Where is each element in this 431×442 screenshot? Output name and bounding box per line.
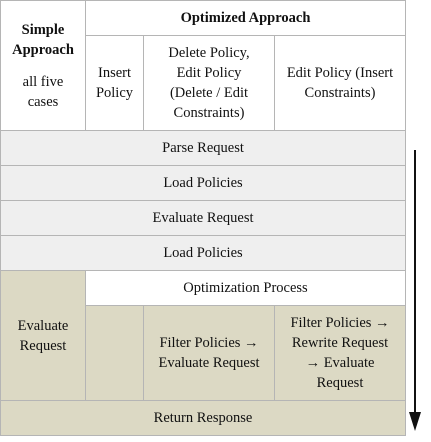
step-evaluate-request: Evaluate Request [0, 201, 406, 236]
optimization-process: Optimization Process [86, 271, 406, 306]
optimized-approach-header: Optimized Approach [86, 0, 406, 36]
simple-approach-title: Simple Approach [12, 21, 74, 58]
column-edit-insert-constraints: Edit Policy (Insert Constraints) [275, 36, 406, 131]
filter-rewrite-evaluate-request: Filter Policies → Rewrite Request → Evaluate Request [275, 306, 406, 401]
step-load-policies-second: Load Policies [0, 236, 406, 271]
step-load-policies: Load Policies [0, 166, 406, 201]
simple-approach-header [0, 0, 86, 131]
column-insert-policy: Insert Policy [86, 36, 144, 131]
simple-evaluate-request: Evaluate Request [0, 271, 86, 401]
arrow-head [409, 412, 421, 431]
step-return-response: Return Response [0, 401, 406, 436]
filter-evaluate-request: Filter Policies → Evaluate Request [144, 306, 275, 401]
simple-approach-subtitle: all five cases [22, 73, 64, 110]
column-delete-edit-policy: Delete Policy, Edit Policy (Delete / Edit Constraints) [144, 36, 275, 131]
step-parse-request: Parse Request [0, 131, 406, 166]
down-arrow-icon [408, 150, 422, 432]
insert-policy-empty-cell [86, 306, 144, 401]
